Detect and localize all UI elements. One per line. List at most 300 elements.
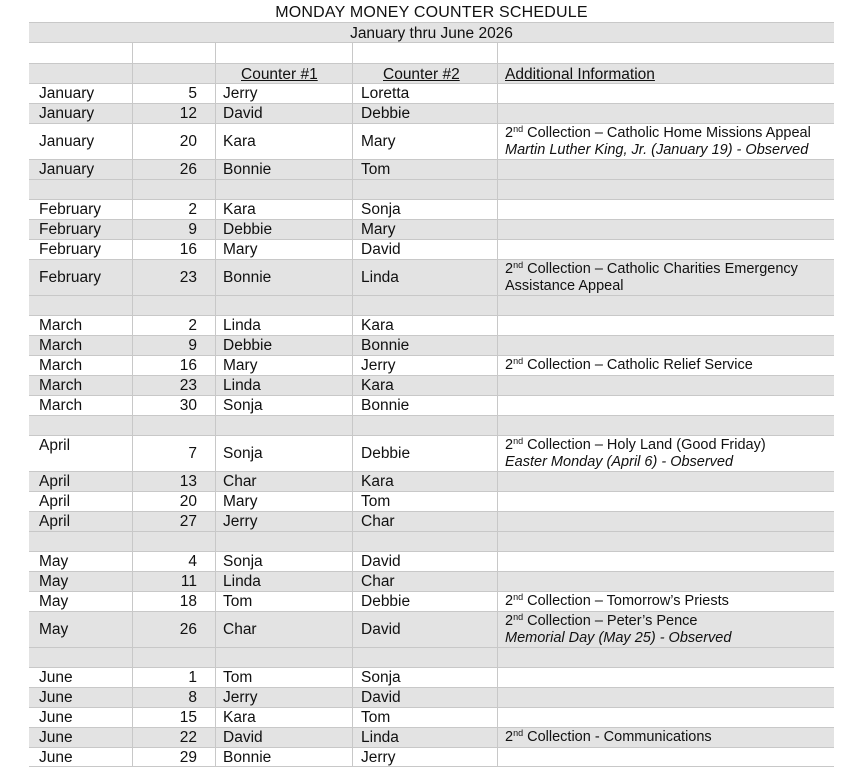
column-divider <box>352 648 353 667</box>
column-divider <box>497 648 498 667</box>
column-divider <box>132 472 133 491</box>
column-divider <box>132 240 133 259</box>
additional-info <box>505 613 731 647</box>
month-cell: February <box>39 221 102 238</box>
ordinal-suffix: nd <box>513 260 524 270</box>
column-divider <box>352 160 353 179</box>
column-divider <box>132 512 133 531</box>
counter2-name: Tom <box>361 709 391 726</box>
ordinal-suffix: nd <box>513 592 524 602</box>
ordinal-suffix: nd <box>513 436 524 446</box>
column-divider <box>352 612 353 647</box>
counter1-name: Mary <box>223 241 258 258</box>
month-cell: June <box>39 689 73 706</box>
month-separator-row <box>29 531 834 551</box>
collection-text: Collection – Peter’s Pence <box>523 613 698 629</box>
day-cell: 27 <box>179 513 197 530</box>
column-divider <box>215 104 216 123</box>
counter1-name: Jerry <box>223 689 258 706</box>
additional-info <box>505 729 712 746</box>
month-cell: April <box>39 437 71 454</box>
counter2-name: Debbie <box>361 105 411 122</box>
month-separator-row <box>29 179 834 199</box>
column-divider <box>352 336 353 355</box>
month-cell: March <box>39 377 83 394</box>
column-divider <box>352 708 353 727</box>
column-divider <box>132 260 133 295</box>
column-divider <box>352 668 353 687</box>
counter1-name: Char <box>223 473 257 490</box>
column-divider <box>352 180 353 199</box>
collection-text: Collection – Catholic Home Missions Appeal <box>523 125 811 141</box>
counter2-name: Linda <box>361 729 399 746</box>
column-divider <box>497 296 498 315</box>
column-divider <box>497 180 498 199</box>
collection-text: Collection – Catholic Charities Emergency <box>523 261 798 277</box>
column-divider <box>215 648 216 667</box>
month-cell: June <box>39 749 73 766</box>
column-divider <box>132 436 133 471</box>
column-divider <box>497 64 498 83</box>
month-cell: May <box>39 553 69 570</box>
column-divider <box>215 220 216 239</box>
day-cell: 4 <box>188 553 197 570</box>
column-divider <box>132 728 133 747</box>
day-cell: 23 <box>179 269 197 286</box>
ordinal-number: 2 <box>505 729 514 745</box>
counter1-name: Linda <box>223 573 261 590</box>
column-divider <box>132 572 133 591</box>
column-divider <box>497 592 498 611</box>
additional-info <box>505 357 753 374</box>
column-divider <box>497 512 498 531</box>
column-divider <box>352 436 353 471</box>
column-divider <box>497 200 498 219</box>
ordinal-suffix: nd <box>513 612 524 622</box>
column-divider <box>132 316 133 335</box>
schedule-row <box>29 747 834 767</box>
column-divider <box>132 688 133 707</box>
column-divider <box>132 552 133 571</box>
column-divider <box>132 748 133 766</box>
counter2-name: Linda <box>361 269 399 286</box>
column-divider <box>352 472 353 491</box>
counter2-name: David <box>361 241 401 258</box>
header-row <box>29 63 834 83</box>
column-divider <box>497 260 498 295</box>
day-cell: 16 <box>179 357 197 374</box>
day-cell: 2 <box>188 201 197 218</box>
observance-note: Martin Luther King, Jr. (January 19) - Observed <box>505 142 809 158</box>
column-divider <box>215 436 216 471</box>
column-divider <box>215 43 216 63</box>
collection-note <box>505 261 798 278</box>
counter2-name: Debbie <box>361 445 411 462</box>
schedule-row <box>29 611 834 647</box>
column-divider <box>132 124 133 159</box>
day-cell: 16 <box>179 241 197 258</box>
column-divider <box>497 532 498 551</box>
column-divider <box>352 43 353 63</box>
column-divider <box>497 356 498 375</box>
day-cell: 18 <box>179 593 197 610</box>
month-cell: June <box>39 709 73 726</box>
month-cell: January <box>39 133 95 150</box>
column-divider <box>215 160 216 179</box>
column-divider <box>497 416 498 435</box>
column-divider <box>215 728 216 747</box>
column-divider <box>352 240 353 259</box>
schedule-row <box>29 395 834 415</box>
counter1-name: David <box>223 105 263 122</box>
column-divider <box>132 668 133 687</box>
month-cell: May <box>39 573 69 590</box>
counter2-name: Mary <box>361 221 396 238</box>
schedule-row <box>29 83 834 103</box>
column-divider <box>132 104 133 123</box>
column-divider <box>352 296 353 315</box>
day-cell: 9 <box>188 337 197 354</box>
column-divider <box>352 492 353 511</box>
column-divider <box>497 376 498 395</box>
column-divider <box>352 512 353 531</box>
counter1-name: Bonnie <box>223 749 272 766</box>
column-divider <box>497 748 498 766</box>
column-divider <box>352 728 353 747</box>
column-divider <box>132 396 133 415</box>
month-cell: May <box>39 621 69 638</box>
additional-info <box>505 125 811 159</box>
schedule-row <box>29 159 834 179</box>
schedule-row <box>29 667 834 687</box>
column-divider <box>215 200 216 219</box>
schedule-row <box>29 219 834 239</box>
schedule-row <box>29 123 834 159</box>
schedule-row <box>29 435 834 471</box>
schedule-row <box>29 551 834 571</box>
day-cell: 22 <box>179 729 197 746</box>
column-divider <box>497 708 498 727</box>
column-divider <box>352 64 353 83</box>
month-cell: April <box>39 473 71 490</box>
column-divider <box>497 472 498 491</box>
column-divider <box>352 200 353 219</box>
schedule-row <box>29 103 834 123</box>
month-cell: February <box>39 241 102 258</box>
column-divider <box>215 532 216 551</box>
month-cell: January <box>39 105 95 122</box>
column-divider <box>352 748 353 766</box>
column-divider <box>132 296 133 315</box>
counter2-name: Kara <box>361 317 394 334</box>
observance-note: Easter Monday (April 6) - Observed <box>505 454 734 470</box>
counter1-name: Sonja <box>223 397 263 414</box>
counter2-name: Loretta <box>361 85 410 102</box>
month-separator-row <box>29 295 834 315</box>
counter1-name: Linda <box>223 377 261 394</box>
column-divider <box>352 124 353 159</box>
counter1-name: Kara <box>223 709 256 726</box>
ordinal-number: 2 <box>505 613 514 629</box>
counter2-name: Char <box>361 513 395 530</box>
schedule-row <box>29 335 834 355</box>
additional-info <box>505 261 798 295</box>
column-divider <box>352 260 353 295</box>
additional-info <box>505 593 729 610</box>
column-divider <box>352 356 353 375</box>
day-cell: 5 <box>188 85 197 102</box>
column-divider <box>497 436 498 471</box>
column-divider <box>132 336 133 355</box>
counter1-name: David <box>223 729 263 746</box>
column-divider <box>497 612 498 647</box>
month-cell: June <box>39 729 73 746</box>
counter2-name: David <box>361 689 401 706</box>
column-divider <box>215 512 216 531</box>
column-divider <box>352 532 353 551</box>
column-divider <box>352 396 353 415</box>
column-divider <box>352 316 353 335</box>
ordinal-suffix: nd <box>513 124 524 134</box>
column-divider <box>215 316 216 335</box>
column-divider <box>215 64 216 83</box>
counter2-name: Jerry <box>361 749 396 766</box>
column-divider <box>215 708 216 727</box>
column-divider <box>215 668 216 687</box>
day-cell: 12 <box>179 105 197 122</box>
month-cell: April <box>39 513 71 530</box>
column-divider <box>132 708 133 727</box>
month-cell: May <box>39 593 69 610</box>
counter2-name: Bonnie <box>361 337 410 354</box>
column-divider <box>215 240 216 259</box>
counter2-name: Jerry <box>361 357 396 374</box>
collection-note <box>505 437 766 454</box>
column-divider <box>132 592 133 611</box>
column-divider <box>352 220 353 239</box>
month-cell: March <box>39 357 83 374</box>
column-divider <box>132 648 133 667</box>
counter1-name: Kara <box>223 201 256 218</box>
collection-text: Collection – Tomorrow’s Priests <box>523 593 729 609</box>
collection-text: Collection – Holy Land (Good Friday) <box>523 437 766 453</box>
schedule-subtitle: January thru June 2026 <box>350 25 513 42</box>
column-divider <box>215 472 216 491</box>
schedule-row <box>29 471 834 491</box>
collection-text: Collection - Communications <box>523 729 712 745</box>
counter1-name: Jerry <box>223 85 258 102</box>
counter1-name: Kara <box>223 133 256 150</box>
schedule-row <box>29 491 834 511</box>
month-cell: March <box>39 397 83 414</box>
column-divider <box>497 124 498 159</box>
counter1-name: Jerry <box>223 513 258 530</box>
day-cell: 7 <box>188 445 197 462</box>
schedule-row <box>29 375 834 395</box>
column-divider <box>215 180 216 199</box>
column-divider <box>497 396 498 415</box>
column-divider <box>497 220 498 239</box>
counter1-name: Char <box>223 621 257 638</box>
counter2-name: Mary <box>361 133 396 150</box>
counter2-name: Debbie <box>361 593 411 610</box>
counter1-name: Linda <box>223 317 261 334</box>
collection-note <box>505 125 811 142</box>
column-divider <box>215 552 216 571</box>
column-divider <box>215 572 216 591</box>
column-divider <box>132 356 133 375</box>
column-divider <box>215 124 216 159</box>
schedule-row <box>29 199 834 219</box>
month-cell: June <box>39 669 73 686</box>
month-separator-row <box>29 647 834 667</box>
day-cell: 15 <box>179 709 197 726</box>
collection-note <box>505 593 729 610</box>
column-divider <box>352 416 353 435</box>
column-divider <box>497 572 498 591</box>
schedule-row <box>29 355 834 375</box>
column-divider <box>215 492 216 511</box>
month-separator-row <box>29 415 834 435</box>
column-divider <box>215 612 216 647</box>
ordinal-suffix: nd <box>513 728 524 738</box>
counter2-name: David <box>361 553 401 570</box>
day-cell: 30 <box>179 397 197 414</box>
counter1-name: Tom <box>223 669 253 686</box>
ordinal-number: 2 <box>505 357 514 373</box>
month-cell: April <box>39 493 71 510</box>
counter2-header: Counter #2 <box>383 66 460 83</box>
ordinal-number: 2 <box>505 437 514 453</box>
additional-info <box>505 437 766 471</box>
day-cell: 23 <box>179 377 197 394</box>
ordinal-number: 2 <box>505 125 514 141</box>
schedule-row <box>29 511 834 531</box>
column-divider <box>215 84 216 103</box>
column-divider <box>497 160 498 179</box>
counter1-name: Tom <box>223 593 253 610</box>
collection-note <box>505 729 712 746</box>
day-cell: 20 <box>179 133 197 150</box>
collection-note <box>505 613 731 630</box>
counter2-name: Bonnie <box>361 397 410 414</box>
column-divider <box>352 592 353 611</box>
subtitle-row <box>29 22 834 42</box>
column-divider <box>132 64 133 83</box>
day-cell: 26 <box>179 621 197 638</box>
month-cell: February <box>39 269 102 286</box>
schedule-row <box>29 571 834 591</box>
day-cell: 11 <box>180 573 197 590</box>
day-cell: 20 <box>179 493 197 510</box>
column-divider <box>215 336 216 355</box>
column-divider <box>497 84 498 103</box>
schedule-row <box>29 315 834 335</box>
column-divider <box>497 492 498 511</box>
column-divider <box>352 104 353 123</box>
column-divider <box>132 84 133 103</box>
column-divider <box>497 688 498 707</box>
column-divider <box>497 240 498 259</box>
counter2-name: Sonja <box>361 201 401 218</box>
month-cell: March <box>39 317 83 334</box>
column-divider <box>132 416 133 435</box>
schedule-table <box>29 22 834 767</box>
day-cell: 1 <box>188 669 197 686</box>
column-divider <box>215 356 216 375</box>
column-divider <box>352 84 353 103</box>
counter1-name: Debbie <box>223 221 273 238</box>
month-cell: February <box>39 201 102 218</box>
spacer-row <box>29 42 834 63</box>
counter2-name: David <box>361 621 401 638</box>
schedule-row <box>29 591 834 611</box>
counter2-name: Kara <box>361 377 394 394</box>
day-cell: 29 <box>179 749 197 766</box>
observance-note: Memorial Day (May 25) - Observed <box>505 630 732 646</box>
column-divider <box>132 612 133 647</box>
column-divider <box>132 220 133 239</box>
day-cell: 9 <box>188 221 197 238</box>
column-divider <box>132 376 133 395</box>
month-cell: March <box>39 337 83 354</box>
day-cell: 13 <box>179 473 197 490</box>
column-divider <box>352 688 353 707</box>
counter1-header: Counter #1 <box>241 66 318 83</box>
column-divider <box>352 572 353 591</box>
collection-note <box>505 357 753 374</box>
column-divider <box>497 104 498 123</box>
counter2-name: Kara <box>361 473 394 490</box>
column-divider <box>497 316 498 335</box>
column-divider <box>215 396 216 415</box>
schedule-row <box>29 239 834 259</box>
counter1-name: Debbie <box>223 337 273 354</box>
counter1-name: Bonnie <box>223 269 272 286</box>
month-cell: January <box>39 85 95 102</box>
day-cell: 2 <box>188 317 197 334</box>
column-divider <box>132 43 133 63</box>
column-divider <box>497 552 498 571</box>
column-divider <box>497 728 498 747</box>
column-divider <box>215 748 216 766</box>
counter2-name: Tom <box>361 493 391 510</box>
counter2-name: Sonja <box>361 669 401 686</box>
collection-text: Collection – Catholic Relief Service <box>523 357 753 373</box>
counter2-name: Char <box>361 573 395 590</box>
schedule-row <box>29 707 834 727</box>
schedule-row <box>29 259 834 295</box>
column-divider <box>352 552 353 571</box>
counter1-name: Mary <box>223 493 258 510</box>
column-divider <box>132 160 133 179</box>
counter1-name: Mary <box>223 357 258 374</box>
column-divider <box>132 200 133 219</box>
day-cell: 26 <box>179 161 197 178</box>
column-divider <box>497 43 498 63</box>
column-divider <box>497 668 498 687</box>
schedule-row <box>29 687 834 707</box>
ordinal-number: 2 <box>505 261 514 277</box>
column-divider <box>215 592 216 611</box>
collection-note: Assistance Appeal <box>505 278 624 294</box>
month-cell: January <box>39 161 95 178</box>
counter1-name: Sonja <box>223 445 263 462</box>
column-divider <box>215 416 216 435</box>
page-title: MONDAY MONEY COUNTER SCHEDULE <box>275 4 588 21</box>
column-divider <box>215 376 216 395</box>
day-cell: 8 <box>188 689 197 706</box>
